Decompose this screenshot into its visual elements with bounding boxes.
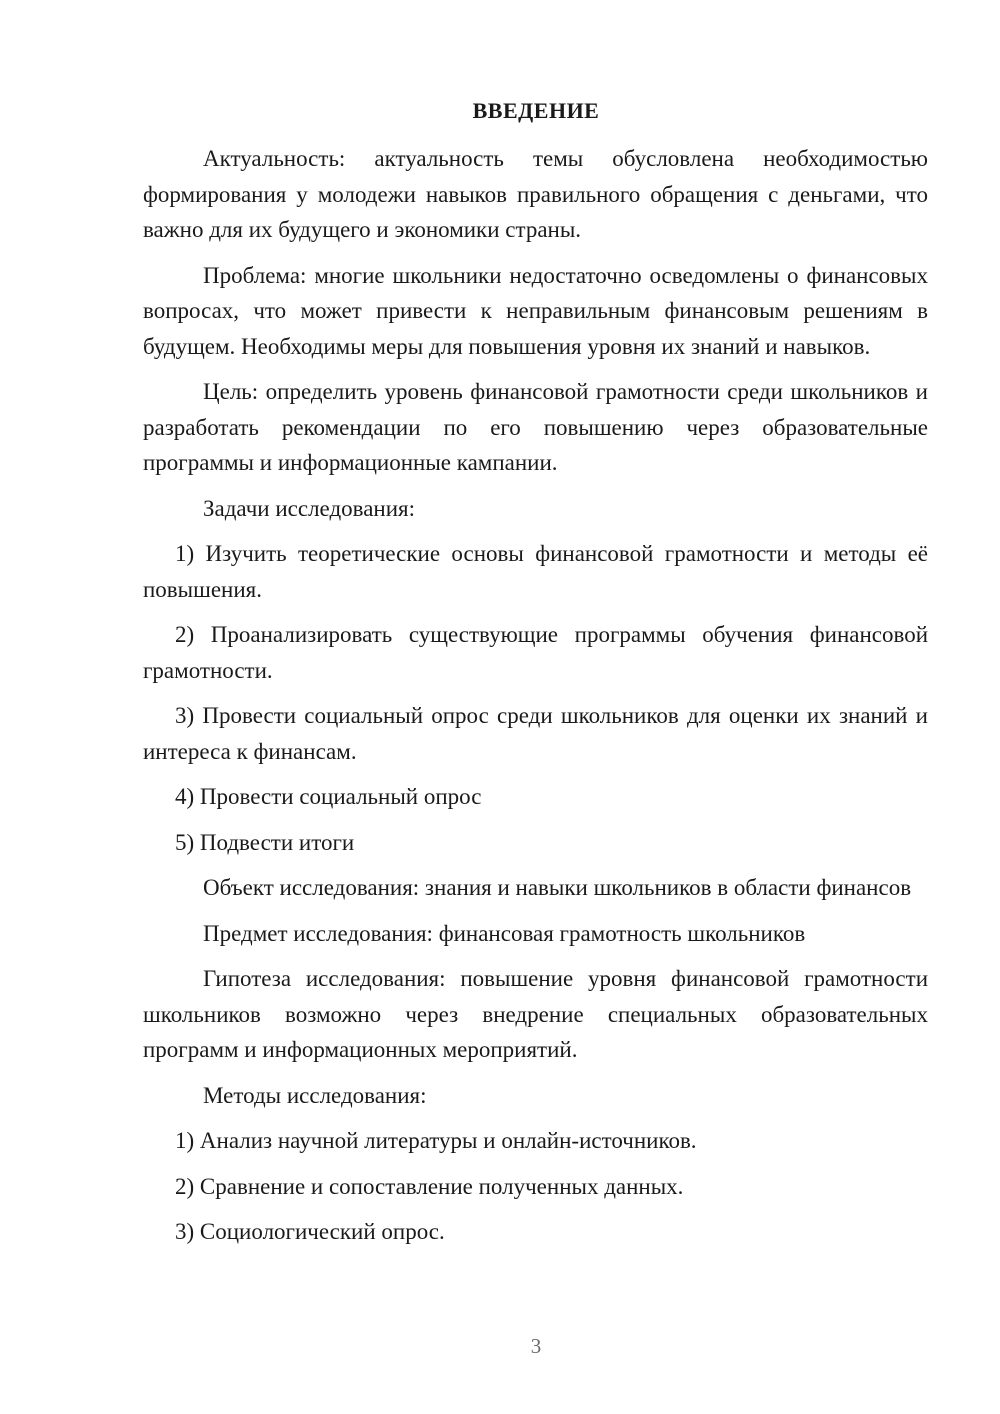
list-item-task-2: 2) Проанализировать существующие программы обучения финансовой грамотности. xyxy=(143,622,928,683)
paragraph-goal: Цель: определить уровень финансовой грамотности среди школьников и разработать рекомендации по его повышению через образовательные программы и информационные кампании. xyxy=(143,379,928,475)
list-item-task-4: 4) Провести социальный опрос xyxy=(175,784,482,809)
paragraph-object: Объект исследования: знания и навыки школьников в области финансов xyxy=(203,875,912,900)
paragraph-problem: Проблема: многие школьники недостаточно осведомлены о финансовых вопросах, что может привести к неправильным финансовым решениям в будущем. Необходимы меры для повышения уровня их знаний и навыков. xyxy=(143,262,928,359)
paragraph-relevance: Актуальность: актуальность темы обусловлена необходимостью формирования у молодежи навыков правильного обращения с деньгами, что важно для их будущего и экономики страны. xyxy=(143,146,928,242)
document-body xyxy=(143,141,928,1260)
list-item-task-1: 1) Изучить теоретические основы финансовой грамотности и методы её повышения. xyxy=(143,541,928,602)
paragraph-tasks-heading: Задачи исследования: xyxy=(203,495,416,521)
paragraph-hypothesis: Гипотеза исследования: повышение уровня финансовой грамотности школьников возможно через внедрение специальных образовательных программ и информационных мероприятий. xyxy=(143,966,928,1062)
list-item-method-1: 1) Анализ научной литературы и онлайн-источников. xyxy=(175,1128,697,1153)
list-item-task-3: 3) Провести социальный опрос среди школьников для оценки их знаний и интереса к финансам. xyxy=(143,703,928,764)
list-item-task-5: 5) Подвести итоги xyxy=(175,829,355,855)
list-item-method-3: 3) Социологический опрос. xyxy=(175,1219,445,1244)
list-item-method-2: 2) Сравнение и сопоставление полученных данных. xyxy=(175,1173,684,1199)
paragraph-methods-heading: Методы исследования: xyxy=(203,1082,427,1108)
page-title: ВВЕДЕНИЕ xyxy=(472,98,600,123)
paragraph-subject: Предмет исследования: финансовая грамотность школьников xyxy=(203,920,806,946)
page-number: 3 xyxy=(530,1334,542,1358)
